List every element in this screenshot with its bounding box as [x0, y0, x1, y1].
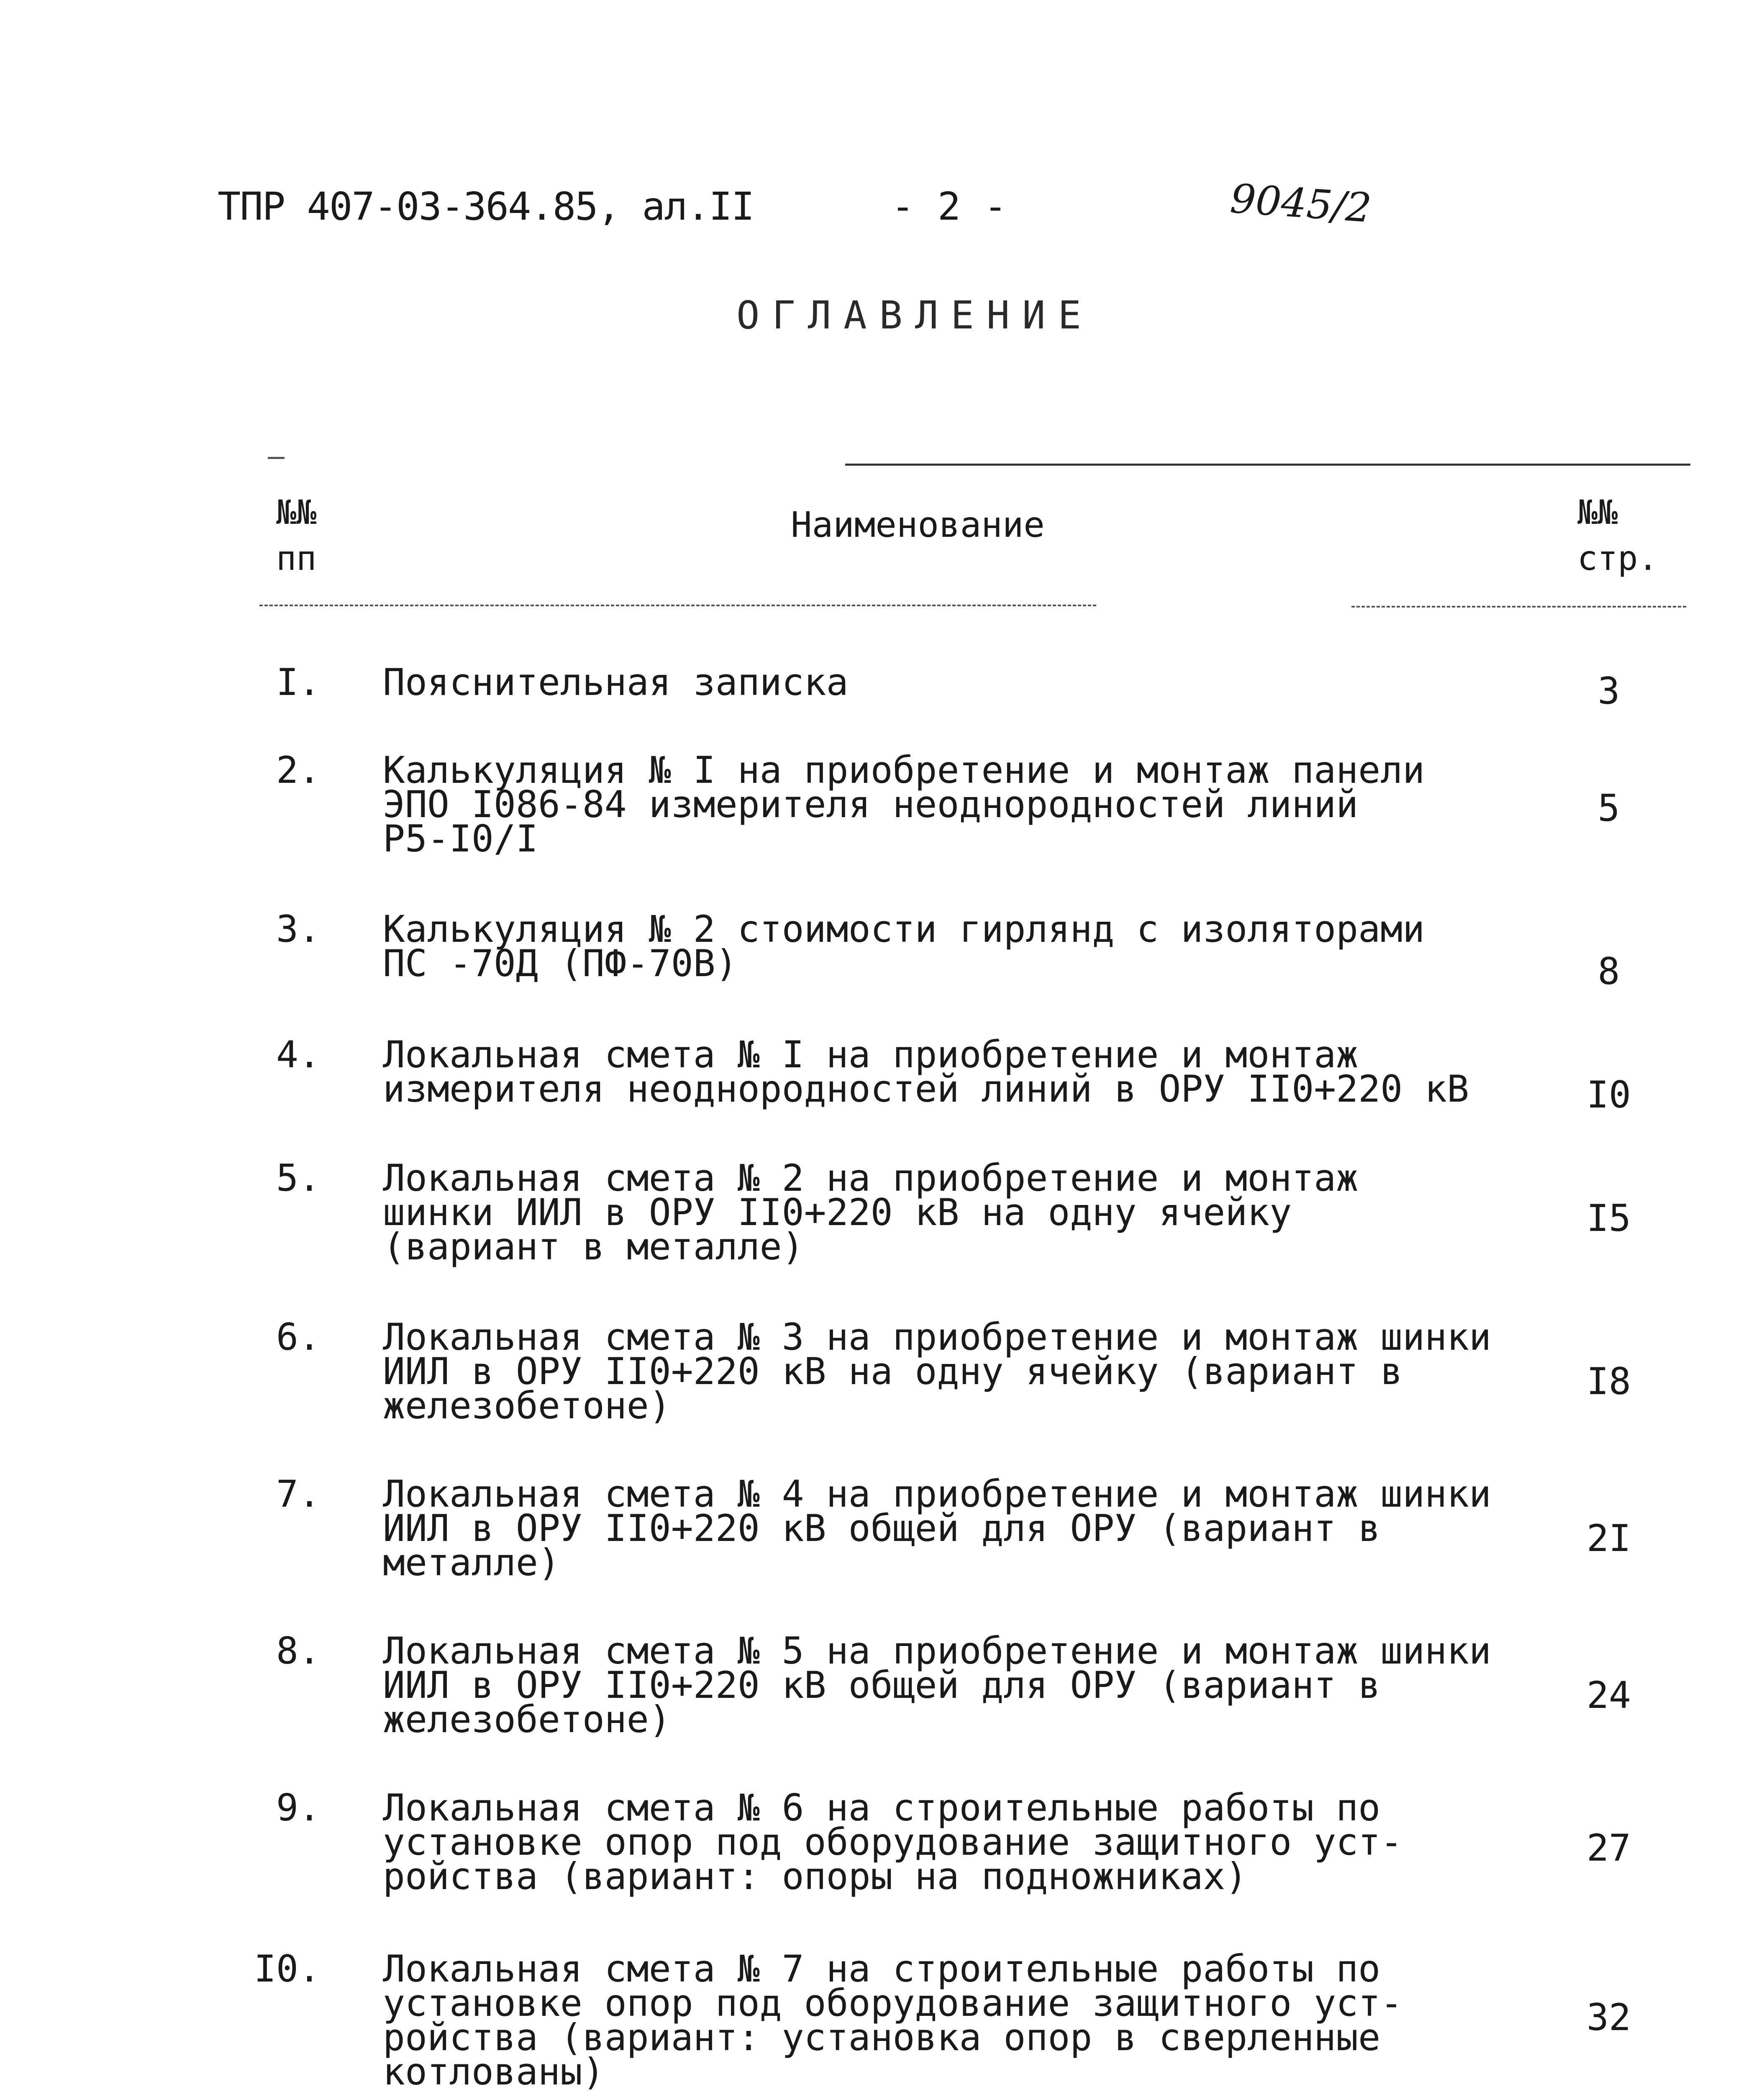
- column-header-number: [276, 490, 316, 582]
- toc-row-page: I5: [1587, 1197, 1631, 1240]
- toc-row-title: Локальная смета № 5 на приобретение и монтаж шинки ИИЛ в ОРУ II0+220 кВ общей для ОРУ (вариант в железобетоне): [383, 1629, 1492, 1741]
- document-code: ТПР 407-03-364.85, ал.II: [218, 184, 754, 229]
- column-header-page: [1577, 490, 1658, 582]
- toc-row-number: 5.: [276, 1156, 320, 1200]
- divider-top-left: [268, 457, 285, 459]
- toc-row-number: 7.: [276, 1472, 320, 1515]
- toc-row-title: Локальная смета № 4 на приобретение и монтаж шинки ИИЛ в ОРУ II0+220 кВ общей для ОРУ (вариант в металле): [383, 1472, 1492, 1584]
- toc-row-title: Локальная смета № 3 на приобретение и монтаж шинки ИИЛ в ОРУ II0+220 кВ на одну ячейку (вариант в железобетоне): [383, 1315, 1492, 1427]
- toc-row-title: Локальная смета № 6 на строительные работы по установке опор под оборудование защитного уст- ройства (вариант: опоры на подножниках): [383, 1786, 1403, 1898]
- toc-row-title: Локальная смета № 7 на строительные работы по установке опор под оборудование защитного уст- ройства (вариант: установка опор в сверленные котлованы): [383, 1947, 1403, 2092]
- column-header-name: Наименование: [791, 504, 1045, 545]
- toc-row-number: 9.: [276, 1786, 320, 1829]
- divider-top: [845, 464, 1690, 466]
- toc-row-page: 5: [1597, 787, 1620, 830]
- toc-row-number: I.: [276, 661, 320, 704]
- column-header-page-line2: стр.: [1577, 539, 1658, 578]
- column-header-page-line1: №№: [1577, 493, 1618, 532]
- toc-row-page: 8: [1597, 950, 1620, 993]
- handwritten-note: 9045/2: [1228, 175, 1373, 232]
- page-number: - 2 -: [891, 184, 1007, 229]
- toc-row-page: I8: [1587, 1360, 1631, 1403]
- toc-row-number: 6.: [276, 1315, 320, 1359]
- toc-row-title: Локальная смета № 2 на приобретение и монтаж шинки ИИЛ в ОРУ II0+220 кВ на одну ячейку (вариант в металле): [383, 1156, 1359, 1268]
- toc-row-page: I0: [1587, 1073, 1631, 1116]
- toc-row-number: 3.: [276, 908, 320, 951]
- toc-row-page: 24: [1587, 1674, 1631, 1717]
- toc-row-page: 27: [1587, 1826, 1631, 1869]
- toc-row-number: I0.: [254, 1947, 320, 1990]
- divider-header-bottom-right: [1351, 606, 1686, 608]
- toc-row-number: 4.: [276, 1033, 320, 1076]
- toc-row-title: Пояснительная записка: [383, 661, 849, 704]
- toc-row-page: 32: [1587, 1996, 1631, 2039]
- page-title: ОГЛАВЛЕНИЕ: [736, 293, 1094, 338]
- toc-row-page: 3: [1597, 669, 1620, 713]
- toc-row-title: Локальная смета № I на приобретение и монтаж измерителя неоднородностей линий в ОРУ II0+220 кВ: [383, 1033, 1469, 1110]
- toc-row-title: Калькуляция № I на приобретение и монтаж панели ЭПО I086-84 измерителя неоднородностей линий Р5-I0/I: [383, 749, 1425, 860]
- column-header-number-line1: №№: [276, 493, 317, 532]
- toc-row-number: 2.: [276, 749, 320, 792]
- divider-header-bottom: [259, 605, 1096, 606]
- toc-row-page: 2I: [1587, 1517, 1631, 1560]
- toc-row-number: 8.: [276, 1629, 320, 1672]
- column-header-number-line2: пп: [276, 539, 317, 578]
- toc-row-title: Калькуляция № 2 стоимости гирлянд с изоляторами ПС -70Д (ПФ-70В): [383, 908, 1425, 985]
